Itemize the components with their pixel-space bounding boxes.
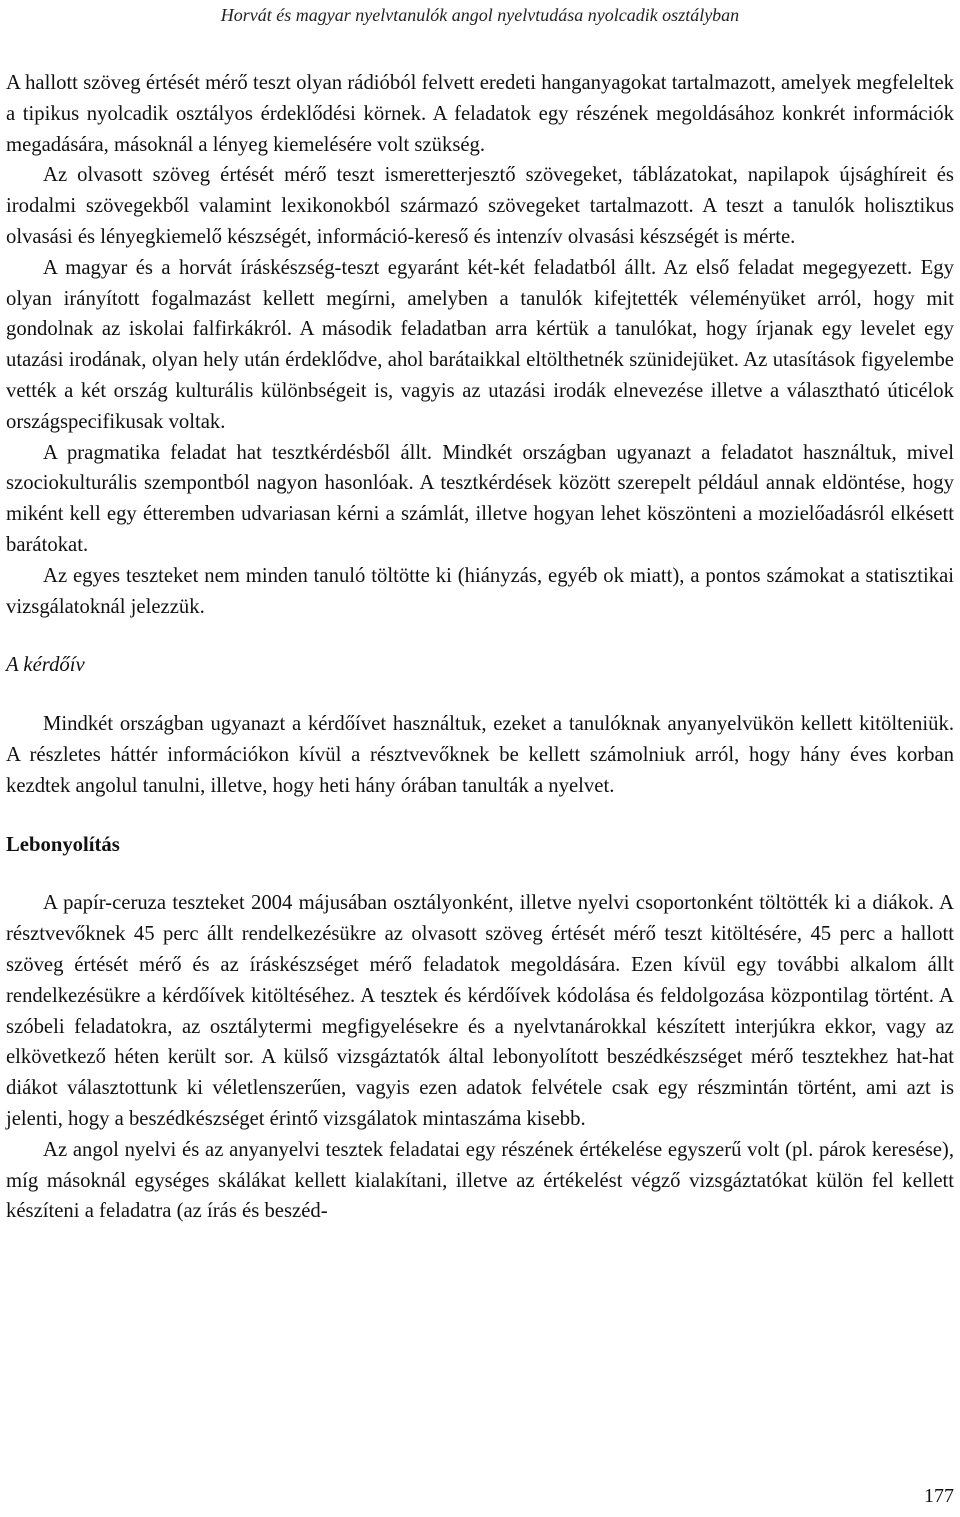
running-header: Horvát és magyar nyelvtanulók angol nyelvtudása nyolcadik osztályban <box>220 5 740 25</box>
paragraph-pragmatics-test: A pragmatika feladat hat tesztkérdésből állt. Mindkét országban ugyanazt a feladatot használtuk, mivel szociokulturális szempontból nagyon hasonlóak. A tesztkérdések között szerepelt például annak eldöntése, hogy miként kell egy étteremben udvariasan kérni a számlát, illetve hogyan lehet köszönteni a mozielőadásról elkésett barátokat. <box>6 441 954 556</box>
section-heading-procedure: Lebonyolítás <box>6 833 120 856</box>
paragraph-missing-data: Az egyes teszteket nem minden tanuló töltötte ki (hiányzás, egyéb ok miatt), a pontos számokat a statisztikai vizsgálatoknál jelezzük. <box>6 564 954 618</box>
paragraph-reading-test: Az olvasott szöveg értését mérő teszt ismeretterjesztő szövegeket, táblázatokat, napilapok újsághíreit és irodalmi szövegekből valamint lexikonokból származó szövegeket tartalmazott. A teszt a tanulók holisztikus olvasási és lényegkiemelő készségét, információ-kereső és intenzív olvasási készségét is mérte. <box>6 164 954 248</box>
body-text <box>6 68 954 1227</box>
page-number: 177 <box>924 1485 954 1507</box>
paragraph-writing-test: A magyar és a horvát íráskészség-teszt egyaránt két-két feladatból állt. Az első feladat megegyezett. Egy olyan irányított fogalmazást kellett megírni, amelyben a tanulók kifejtették véleményüket arról, hogy mit gondolnak az iskolai falfirkákról. A második feladatban arra kértük a tanulókat, hogy írjanak egy levelet egy utazási irodának, olyan hely után érdeklődve, ahol barátaikkal eltölthetnék szünidejüket. Az utasítások figyelembe vették a két ország kulturális különbségeit is, vagyis az utazási irodák elnevezése illetve a választható úticélok országspecifikusak voltak. <box>6 256 954 433</box>
section-questionnaire <box>6 709 954 801</box>
paragraph-scoring: Az angol nyelvi és az anyanyelvi tesztek feladatai egy részének értékelése egyszerű volt (pl. párok keresése), míg másoknál egységes skálákat kellett kialakítani, illetve az értékelést végző vizsgáztatókat külön fel kellett készíteni a feladatra (az írás és beszéd- <box>6 1138 954 1223</box>
section-procedure <box>6 888 954 1227</box>
paragraph-questionnaire: Mindkét országban ugyanazt a kérdőívet használtuk, ezeket a tanulóknak anyanyelvükön kellett kitölteniük. A részletes háttér információkon kívül a résztvevőknek be kellett számolniuk arról, hogy hány éves korban kezdtek angolul tanulni, illetve, hogy heti hány órában tanulták a nyelvet. <box>6 713 954 797</box>
paragraph-listening-test: A hallott szöveg értését mérő teszt olyan rádióból felvett eredeti hanganyagokat tartalmazott, amelyek megfeleltek a tipikus nyolcadik osztályos érdeklődési körnek. A feladatok egy részének megoldásához konkrét információk megadására, másoknál a lényeg kiemelésére volt szükség. <box>6 72 954 156</box>
section-heading-questionnaire: A kérdőív <box>6 654 85 677</box>
paragraph-procedure: A papír-ceruza teszteket 2004 májusában osztályonként, illetve nyelvi csoportonként töltötték ki a diákok. A résztvevőknek 45 perc állt rendelkezésükre az olvasott szöveg értését mérő teszt kitöltésére, 45 perc a hallott szöveg értését mérő és az íráskészséget mérő feladatok megoldására. Ezen kívül egy további alkalom állt rendelkezésükre a kérdőívek kitöltéséhez. A tesztek és kérdőívek kódolása és feldolgozása központilag történt. A szóbeli feladatokra, az osztálytermi megfigyelésekre és a nyelvtanárokkal készített interjúkra ekkor, vagy az elkövetkező héten került sor. A külső vizsgáztatók által lebonyolított beszédkészséget mérő tesztekhez hat-hat diákot választottunk ki véletlenszerűen, vagyis ezen adatok felvétele csak egy részmintán történt, ami azt is jelenti, hogy a beszédkészséget érintő vizsgálatok mintaszáma kisebb. <box>6 892 954 1130</box>
